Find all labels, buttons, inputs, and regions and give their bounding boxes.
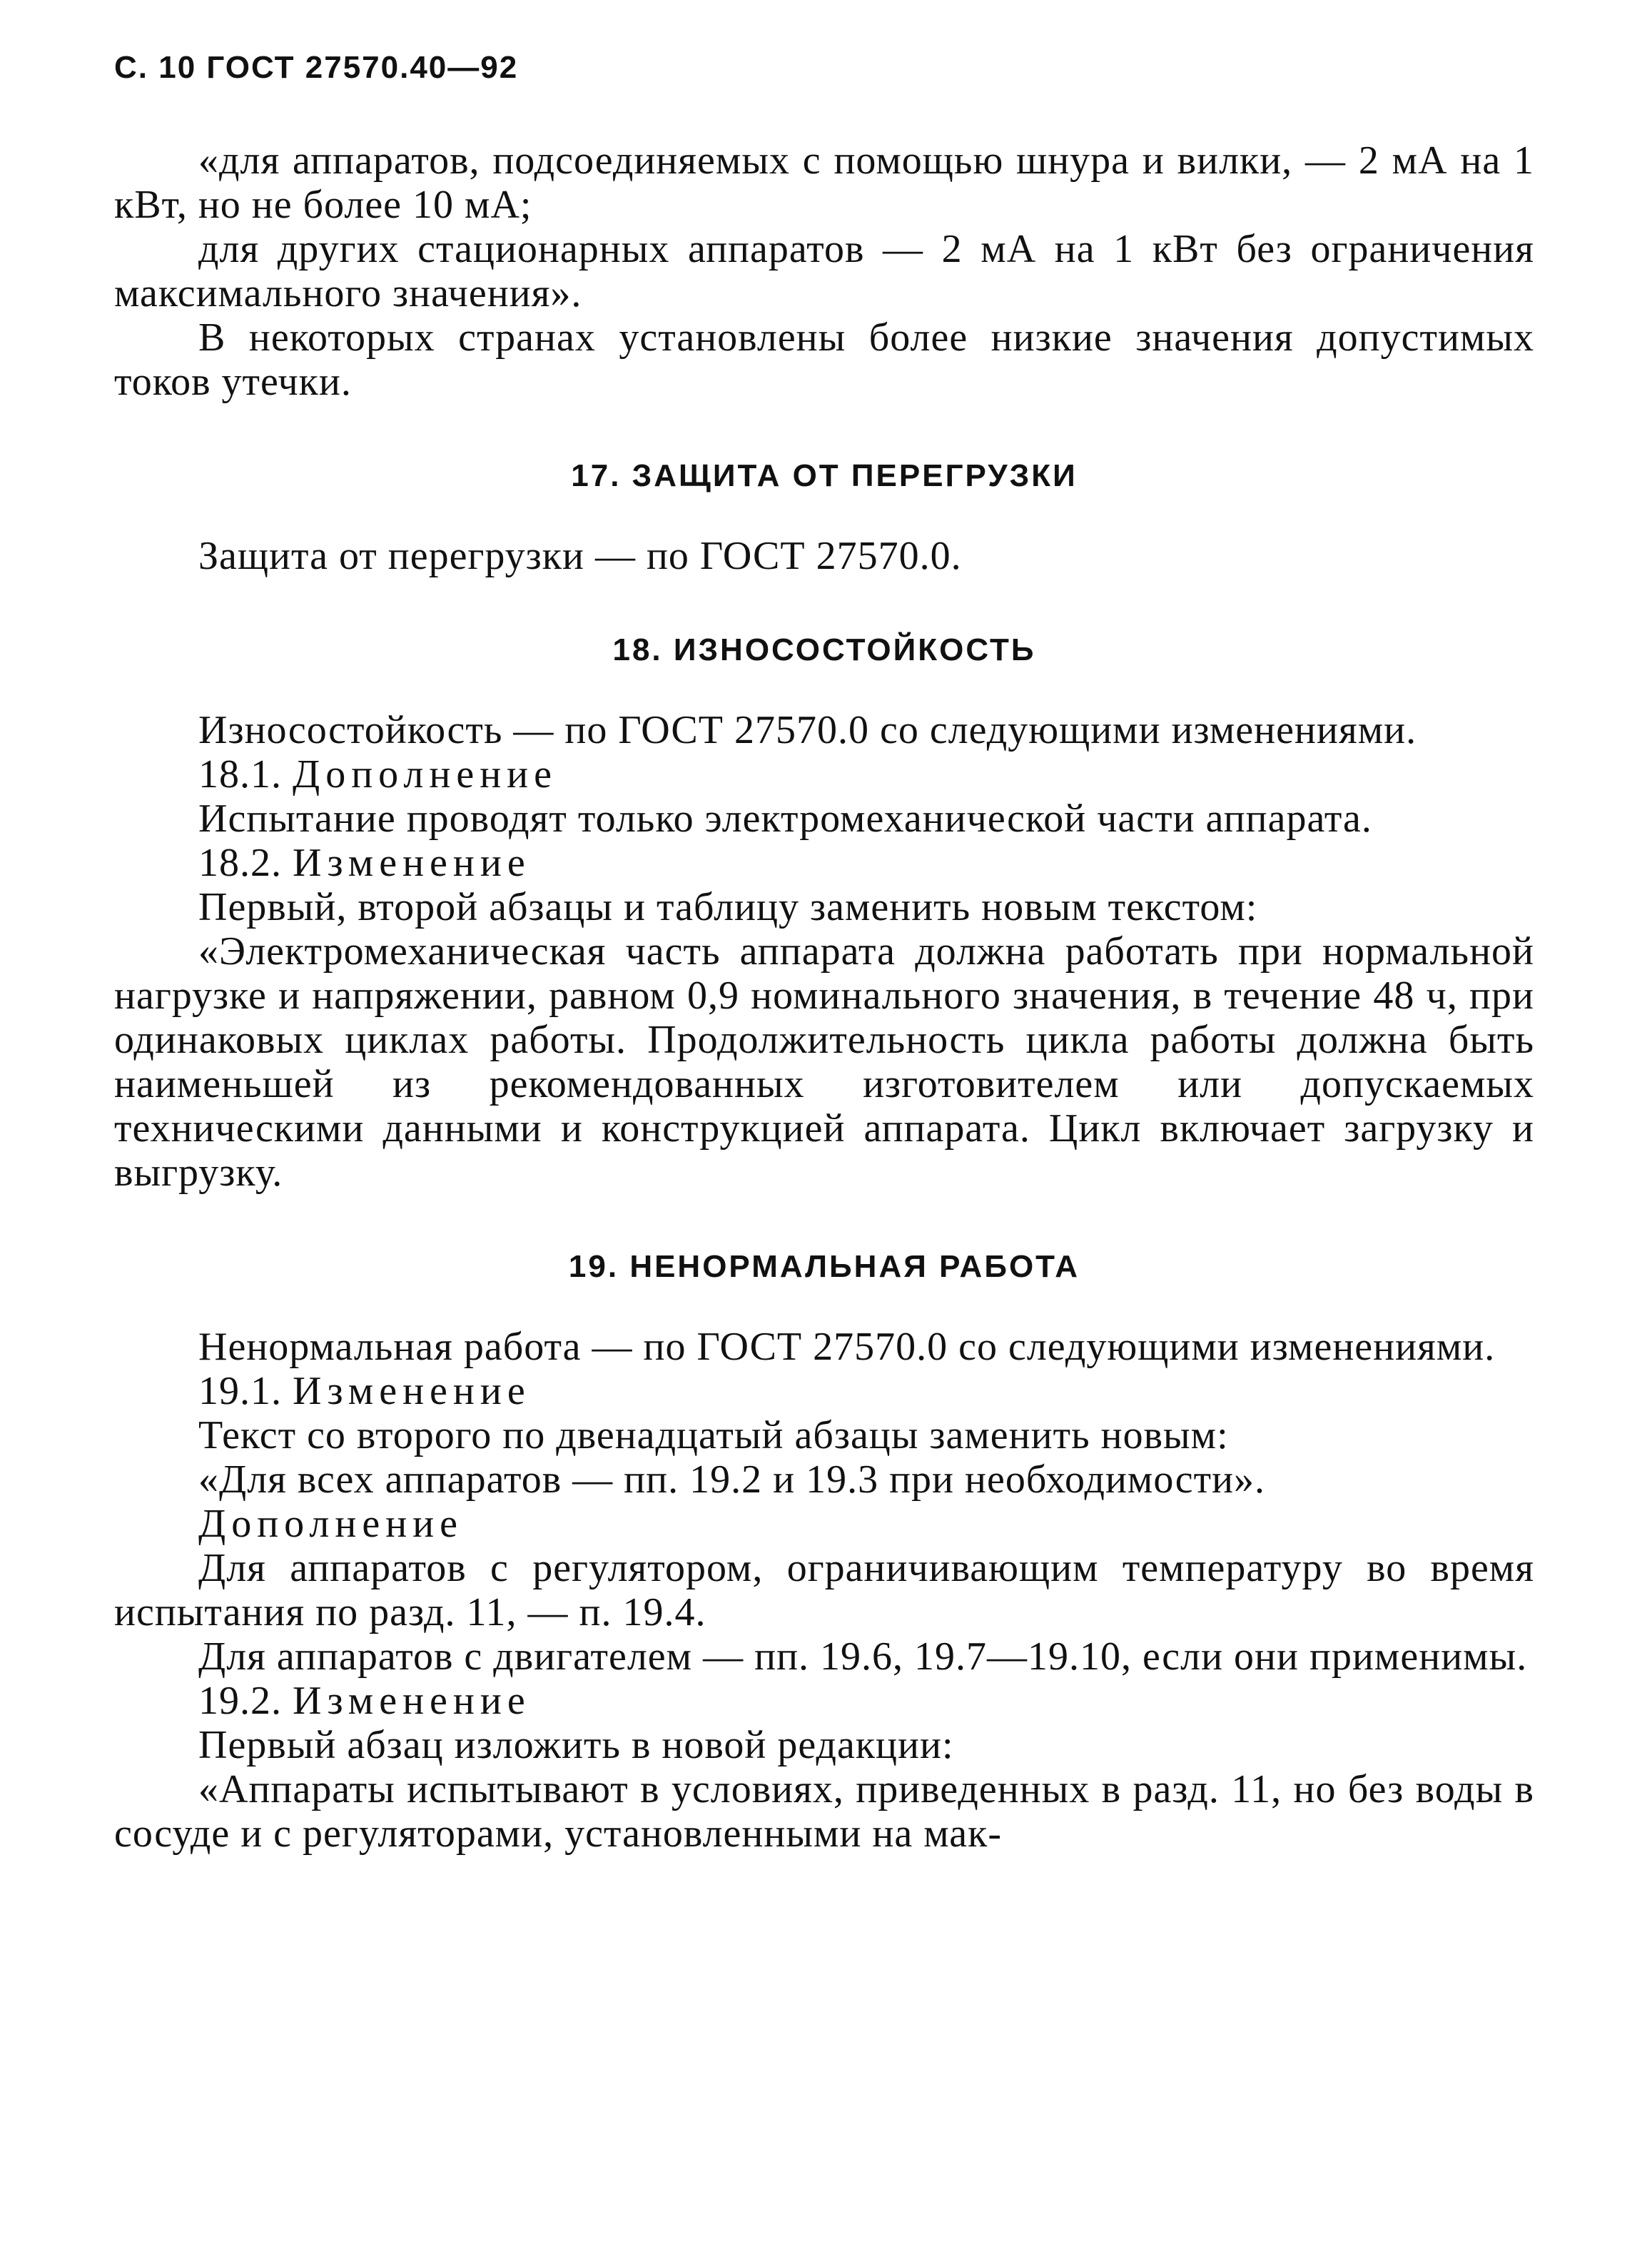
- clause-19-1-addition-2: Для аппаратов с двигателем — пп. 19.6, 19.7—19.10, если они применимы.: [198, 1634, 1528, 1679]
- clause-18-2-text: Первый, второй абзацы и таблицу заменить новым текстом:: [198, 885, 1258, 929]
- intro-paragraph-3: В некоторых странах установлены более низкие значения допустимых токов утечки.: [114, 315, 1534, 404]
- clause-label: Изменение: [293, 841, 531, 885]
- clause-18-2-title: [114, 841, 1534, 885]
- section-18: [114, 632, 1534, 1195]
- clause-number: 19.1.: [198, 1369, 282, 1413]
- clause-number: 18.1.: [198, 752, 282, 797]
- clause-label: Изменение: [293, 1369, 531, 1413]
- clause-label: Дополнение: [198, 1502, 463, 1546]
- clause-19-2-title: [114, 1679, 1534, 1723]
- clause-19-1-addition-title: [114, 1502, 1534, 1546]
- section-19-heading: 19. НЕНОРМАЛЬНАЯ РАБОТА: [568, 1249, 1080, 1284]
- clause-19-2-quote: «Аппараты испытывают в условиях, приведенных в разд. 11, но без воды в сосуде и с регуляторами, установленными на мак-: [114, 1767, 1534, 1856]
- document-page: [114, 50, 1534, 1856]
- section-18-heading: 18. ИЗНОСОСТОЙКОСТЬ: [612, 632, 1036, 667]
- running-header: С. 10 ГОСТ 27570.40—92: [114, 50, 519, 85]
- clause-number: 19.2.: [198, 1679, 282, 1723]
- section-19-paragraph: Ненормальная работа — по ГОСТ 27570.0 со следующими изменениями.: [198, 1325, 1496, 1369]
- section-19: [114, 1249, 1534, 1856]
- intro-section: [114, 138, 1534, 404]
- section-17: [114, 458, 1534, 578]
- clause-19-1-title: [114, 1369, 1534, 1413]
- clause-label: Дополнение: [293, 752, 557, 797]
- clause-18-1-title: [114, 752, 1534, 797]
- clause-19-1-addition-1: Для аппаратов с регулятором, ограничивающим температуру во время испытания по разд. 11, — п. 19.4.: [114, 1546, 1534, 1634]
- clause-18-1-text: Испытание проводят только электромеханической части аппарата.: [198, 797, 1372, 841]
- section-17-heading: 17. ЗАЩИТА ОТ ПЕРЕГРУЗКИ: [571, 458, 1078, 493]
- clause-number: 18.2.: [198, 841, 282, 885]
- clause-label: Изменение: [293, 1679, 531, 1723]
- clause-18-2-quote: «Электромеханическая часть аппарата должна работать при нормальной нагрузке и напряжении, равном 0,9 номинального значения, в течение 48 ч, при одинаковых циклах работы. Продолжительность цикла работы должна быть наименьшей из рекомендованных изготовителем или допускаемых техническими данными и конструкцией аппарата. Цикл включает загрузку и выгрузку.: [114, 929, 1534, 1195]
- clause-19-1-quote: «Для всех аппаратов — пп. 19.2 и 19.3 при необходимости».: [198, 1457, 1266, 1502]
- section-18-paragraph: Износостойкость — по ГОСТ 27570.0 со следующими изменениями.: [198, 708, 1417, 752]
- intro-paragraph-2: для других стационарных аппаратов — 2 мА на 1 кВт без ограничения максимального значения».: [114, 227, 1534, 315]
- section-17-paragraph: Защита от перегрузки — по ГОСТ 27570.0.: [198, 534, 962, 578]
- intro-paragraph-1: «для аппаратов, подсоединяемых с помощью шнура и вилки, — 2 мА на 1 кВт, но не более 10 мА;: [114, 138, 1534, 227]
- clause-19-1-text: Текст со второго по двенадцатый абзацы заменить новым:: [198, 1413, 1229, 1457]
- clause-19-2-text: Первый абзац изложить в новой редакции:: [198, 1723, 954, 1767]
